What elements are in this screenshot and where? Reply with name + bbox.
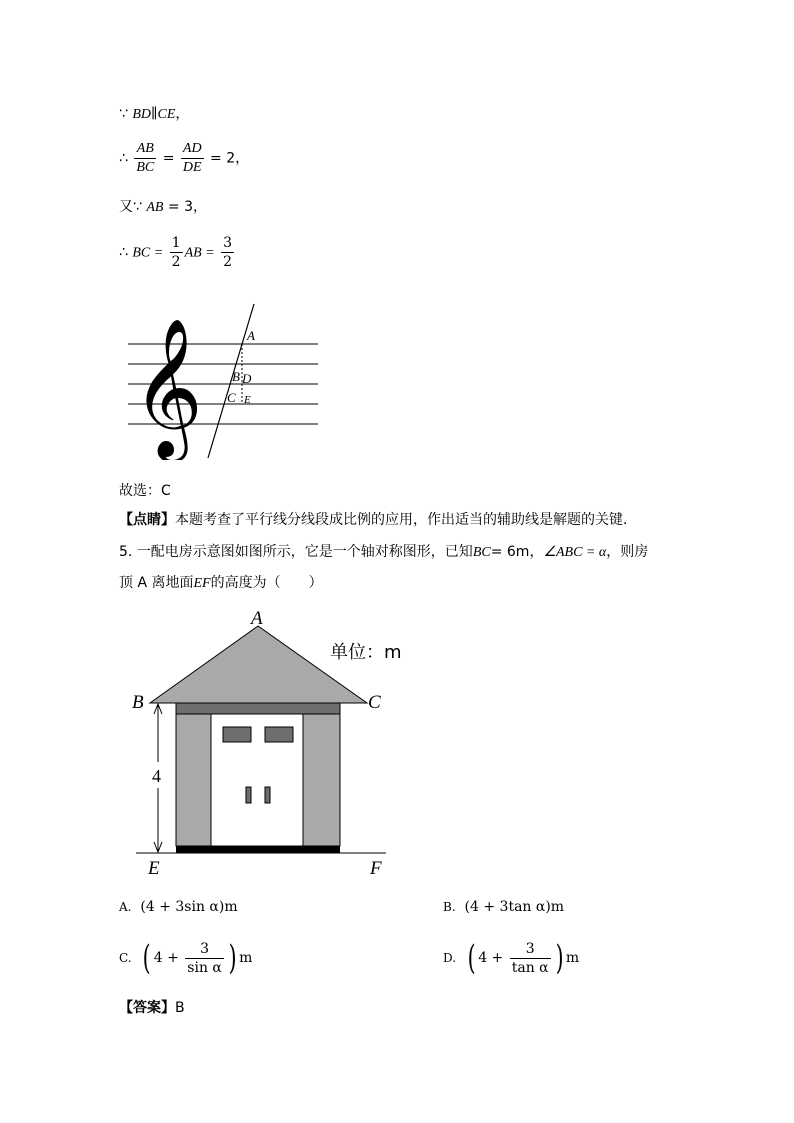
window-left — [223, 727, 251, 742]
eave-band — [176, 703, 340, 714]
label-e: E — [148, 858, 160, 879]
door-handle-right — [265, 787, 270, 803]
option-d[interactable]: D. ( 4 + $\frac{3}{\text{tan α}}$ ) m — [443, 938, 580, 978]
label-a: A — [247, 328, 255, 343]
label-b: B — [132, 692, 144, 713]
label-b: B — [232, 369, 240, 384]
label-d: D — [242, 371, 252, 386]
solution-line-2: ∴ $\frac{AB}{BC}$ = $\frac{AD}{DE}$ = 2， — [119, 141, 250, 175]
option-b[interactable]: B. (4 + 3tan α)m — [443, 899, 565, 915]
solution-line-1: ∵ BD∥CE， — [119, 106, 190, 122]
left-paren: ( — [143, 938, 152, 978]
treble-clef-icon: 𝄞 — [132, 318, 203, 457]
roof — [150, 626, 367, 703]
house-figure — [128, 602, 418, 884]
fraction-ab-bc: $\frac{AB}{BC}$ — [136, 141, 155, 175]
comment-line: 【点睛】本题考查了平行线分线段成比例的应用，作出适当的辅助线是解题的关键． — [119, 512, 637, 528]
option-a[interactable]: A. (4 + 3sin α)m — [119, 899, 238, 915]
fraction-one-half: $\frac{1}{2}$ — [171, 235, 181, 270]
label-c: C — [227, 390, 236, 405]
label-a: A — [251, 608, 263, 629]
right-paren: ) — [555, 938, 564, 978]
height-label: 4 — [152, 766, 161, 786]
fraction-three-halves: $\frac{3}{2}$ — [223, 235, 233, 270]
answer-line: 【答案】B — [119, 1000, 185, 1016]
choice-line: 故选：C — [119, 483, 171, 499]
unit-label: 单位：m — [330, 642, 402, 663]
fraction-ad-de: $\frac{AD}{DE}$ — [182, 141, 202, 175]
door-handle-left — [246, 787, 251, 803]
window-right — [265, 727, 293, 742]
label-c: C — [368, 692, 381, 713]
question-line-1: 5. 一配电房示意图如图所示，它是一个轴对称图形，已知BC= 6m，∠ABC = α，则房 — [119, 544, 649, 560]
label-f: F — [370, 858, 382, 879]
right-paren: ) — [228, 938, 237, 978]
option-c-fraction: $\frac{3}{\text{sin α}}$ — [187, 940, 222, 976]
question-line-2: 顶 A 离地面EF的高度为（ ） — [119, 575, 323, 591]
music-staff-figure — [118, 300, 328, 460]
option-c[interactable]: C. ( 4 + $\frac{3}{\text{sin α}}$ ) m — [119, 938, 253, 978]
base-strip — [176, 846, 340, 853]
left-paren: ( — [467, 938, 476, 978]
solution-line-3: 又∵ AB = 3， — [119, 199, 208, 215]
label-e: E — [244, 394, 251, 406]
option-d-fraction: $\frac{3}{\text{tan α}}$ — [511, 940, 549, 976]
solution-line-4: ∴ BC = $\frac{1}{2}$ AB = $\frac{3}{2}$ — [119, 235, 233, 270]
